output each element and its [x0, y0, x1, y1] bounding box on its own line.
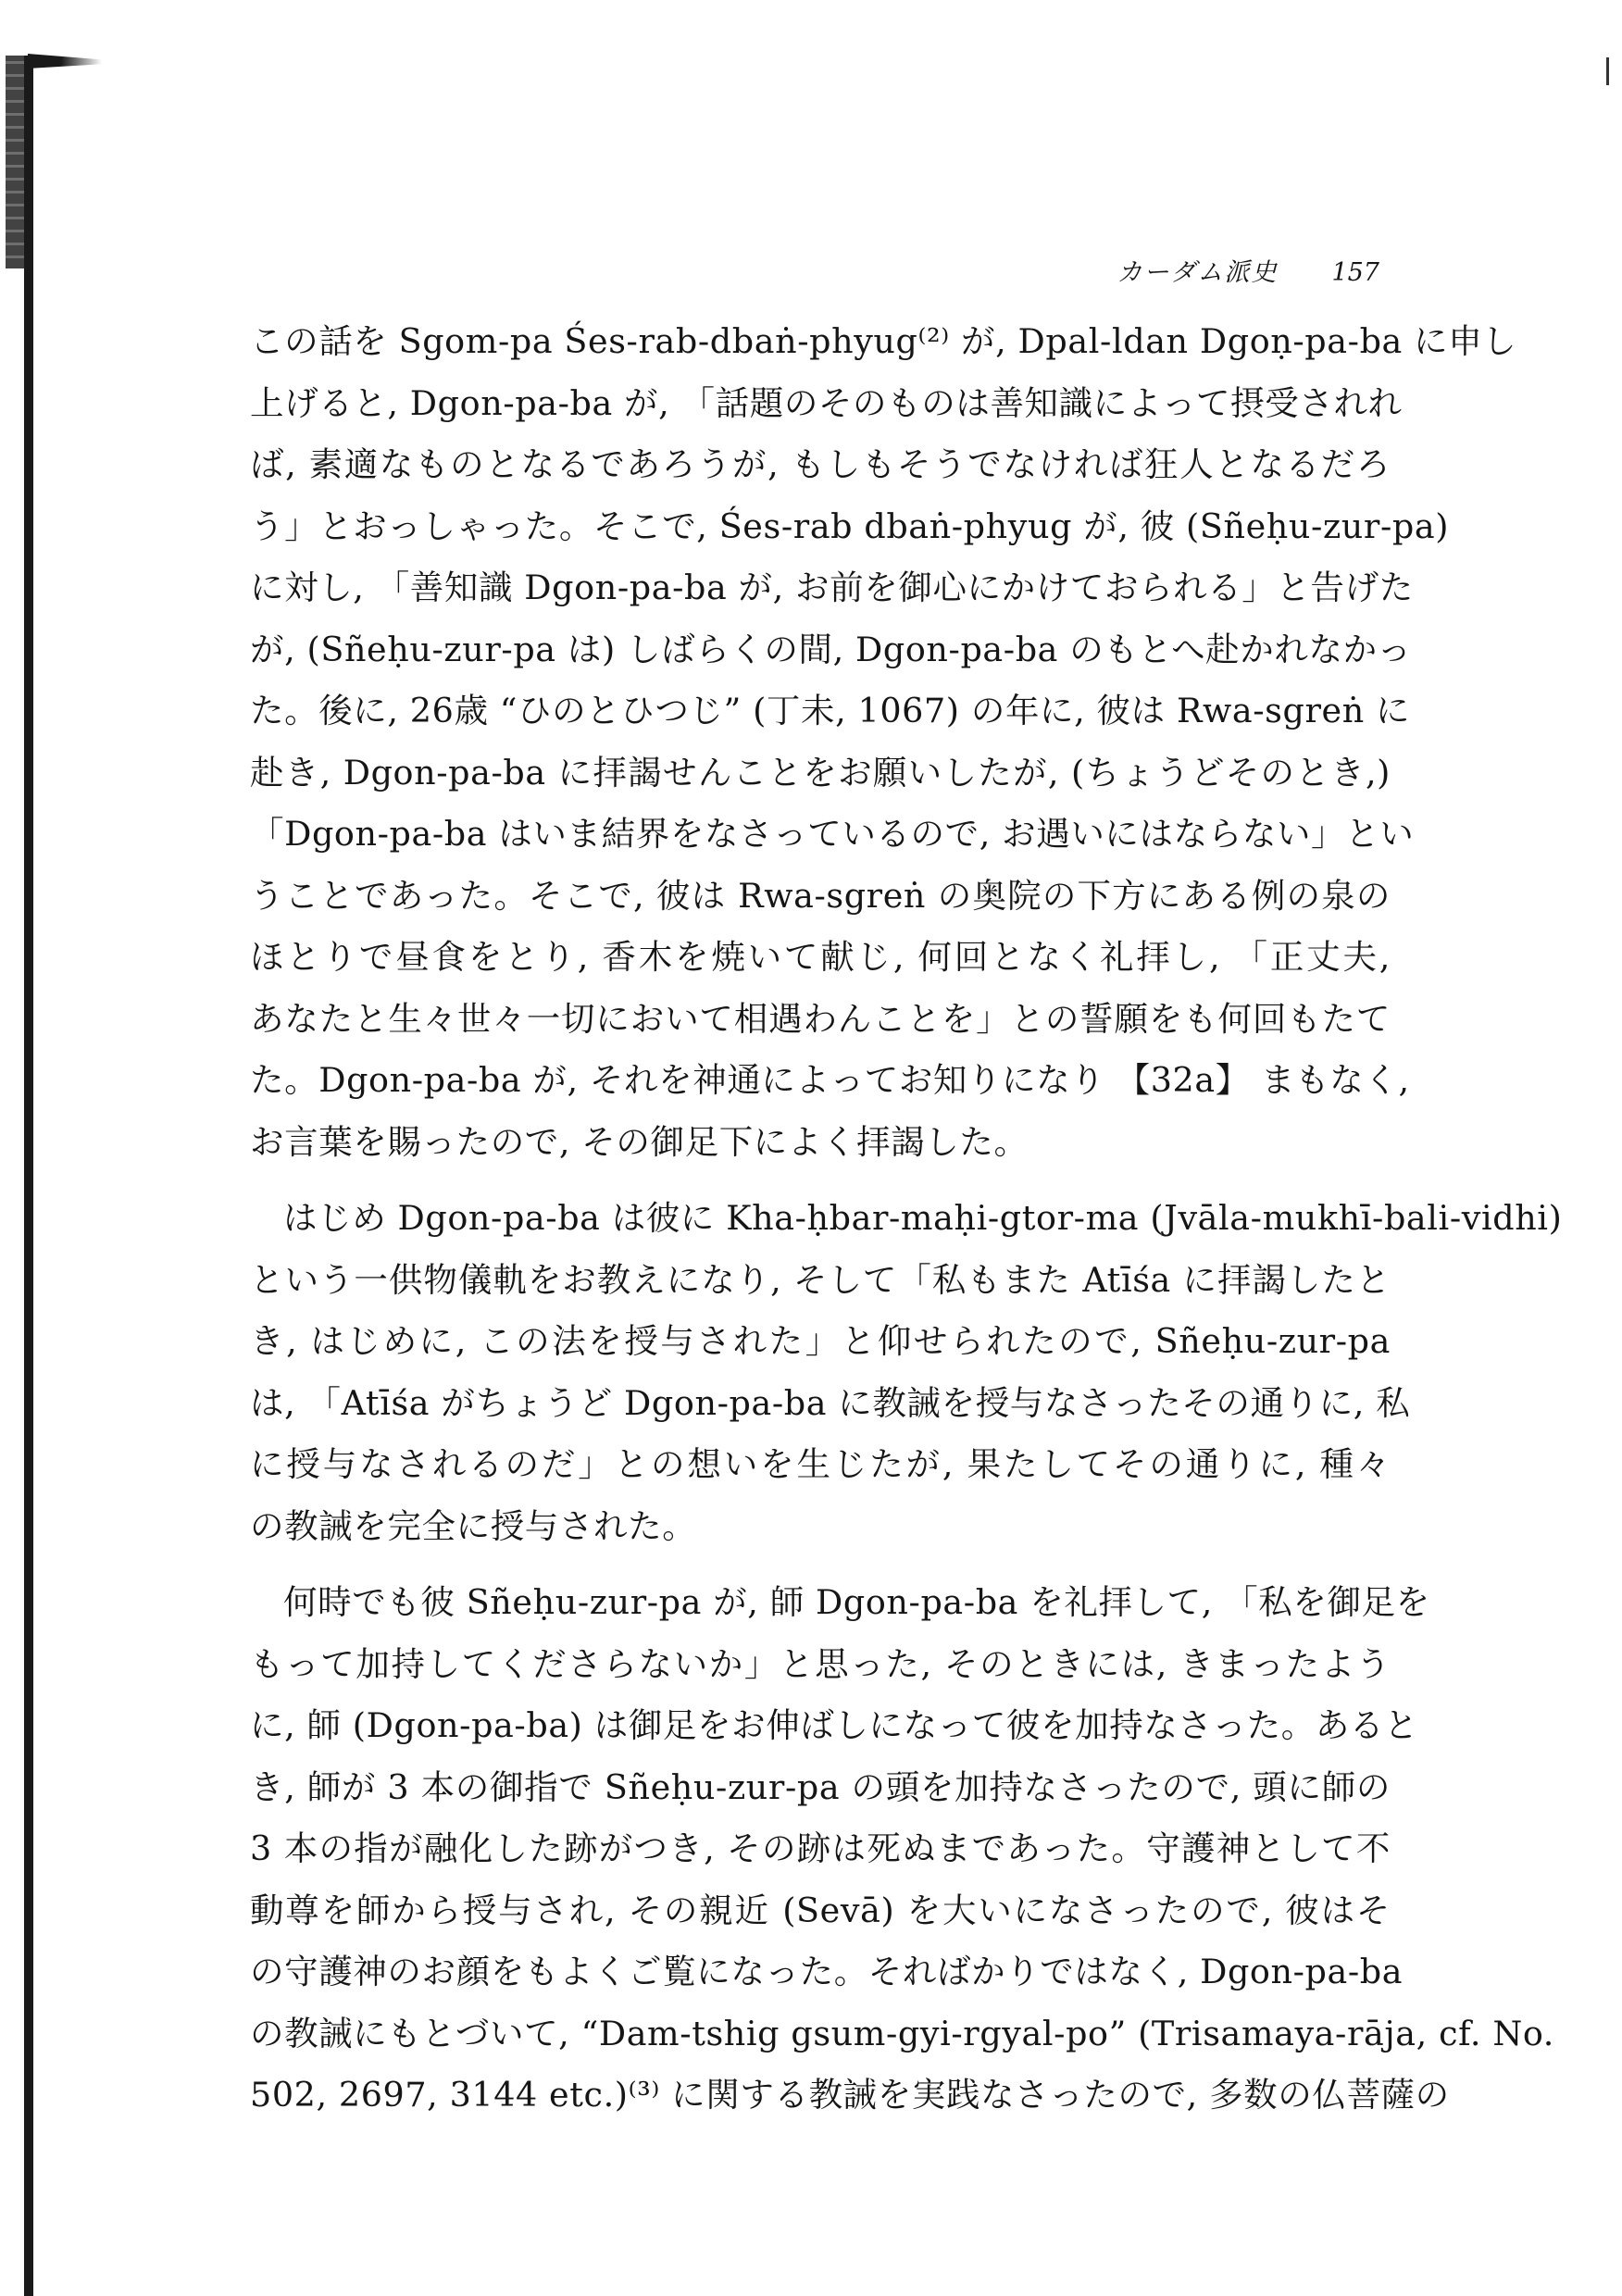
text-line: 502, 2697, 3144 etc.)⁽³⁾ に関する教誡を実践なさったので, 多数の仏菩薩の	[250, 2075, 1450, 2115]
text-line: ば, 素適なものとなるであろうが, もしもそうでなければ狂人となるだろ	[250, 444, 1391, 484]
text-line: う」とおっしゃった。そこで, Śes-rab dbaṅ-phyug が, 彼 (Sñeḥu-zur-pa)	[250, 505, 1450, 546]
text-line: はじめ Dgon-pa-ba は彼に Kha-ḥbar-maḥi-gtor-ma (Jvāla-mukhī-bali-vidhi)	[283, 1198, 1563, 1238]
text-line: 上げると, Dgon-pa-ba が, 「話題のそのものは善知識によって摂受されれ	[250, 382, 1403, 423]
paragraph-gap	[250, 1557, 1391, 1572]
text-line: き, 師が 3 本の御指で Sñeḥu-zur-pa の頭を加持なさったので, 頭に師の	[250, 1766, 1391, 1807]
text-line: という一供物儀軌をお教えになり, そして「私もまた Atīśa に拝謁したと	[250, 1259, 1391, 1300]
text-line: 3 本の指が融化した跡がつき, その跡は死ぬまであった。守護神として不	[250, 1828, 1391, 1868]
text-line: 赴き, Dgon-pa-ba に拝謁せんことをお願いしたが, (ちょうどそのとき,)	[250, 752, 1391, 792]
running-header	[1117, 252, 1379, 288]
page-number: 157	[1331, 258, 1379, 287]
paragraph-gap	[250, 1173, 1391, 1188]
text-line: の教誡を完全に授与された。	[250, 1505, 697, 1546]
binding-flare	[28, 54, 102, 69]
text-line: 「Dgon-pa-ba はいま結界をなさっているので, お遇いにはならない」とい	[250, 814, 1415, 854]
text-line: は, 「Atīśa がちょうど Dgon-pa-ba に教誡を授与なさったその通りに, 私	[250, 1382, 1411, 1423]
text-line: の教誡にもとづいて, “Dam-tshig gsum-gyi-rgyal-po” (Trisamaya-rāja, cf. No.	[250, 2013, 1554, 2053]
text-line: もって加持してくださらないか」と思った, そのときには, きまったよう	[250, 1643, 1391, 1684]
text-line: 何時でも彼 Sñeḥu-zur-pa が, 師 Dgon-pa-ba を礼拝して, 「私を御足を	[283, 1582, 1430, 1622]
text-line: が, (Sñeḥu-zur-pa は) しばらくの間, Dgon-pa-ba のもとへ赴かれなかっ	[250, 629, 1412, 669]
text-line: に対し, 「善知識 Dgon-pa-ba が, お前を御心にかけておられる」と告げた	[250, 568, 1414, 607]
running-title: カーダム派史	[1117, 258, 1279, 287]
text-line: 動尊を師から授与され, その親近 (Sevā) を大いになさったので, 彼はそ	[250, 1890, 1391, 1930]
text-line: た。Dgon-pa-ba が, それを神通によってお知りになり 【32a】 まもなく,	[250, 1060, 1410, 1100]
text-line: に, 師 (Dgon-pa-ba) は御足をお伸ばしになって彼を加持なさった。あると	[250, 1705, 1419, 1745]
text-line: うことであった。そこで, 彼は Rwa-sgreṅ の奥院の下方にある例の泉の	[250, 875, 1391, 916]
body-text	[250, 311, 1563, 2127]
text-line: の守護神のお顔をもよくご覧になった。そればかりではなく, Dgon-pa-ba	[250, 1952, 1404, 1991]
text-line: た。後に, 26歳 “ひのとひつじ” (丁未, 1067) の年に, 彼は Rwa-sgreṅ に	[250, 691, 1411, 730]
text-line: あなたと生々世々一切において相遇わんことを」との誓願をも何回もたて	[250, 998, 1391, 1039]
text-line: に授与なされるのだ」との想いを生じたが, 果たしてその通りに, 種々	[250, 1444, 1391, 1484]
text-line: き, はじめに, この法を授与された」と仰せられたので, Sñeḥu-zur-pa	[250, 1321, 1391, 1361]
text-line: ほとりで昼食をとり, 香木を焼いて献じ, 何回となく礼拝し, 「正丈夫,	[250, 937, 1391, 977]
scan-edge-mark	[1606, 57, 1609, 85]
text-line: お言葉を賜ったので, その御足下によく拝謁した。	[250, 1121, 1029, 1162]
binding-edge	[24, 56, 33, 2296]
text-line: この話を Sgom-pa Śes-rab-dbaṅ-phyug⁽²⁾ が, Dpal-ldan Dgoṇ-pa-ba に申し	[250, 321, 1517, 361]
